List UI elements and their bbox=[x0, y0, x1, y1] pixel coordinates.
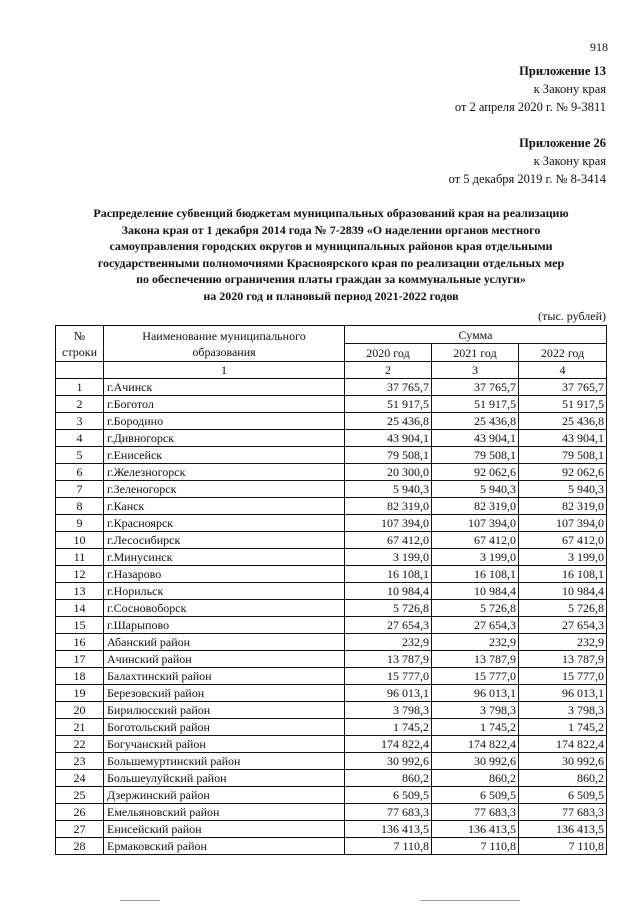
amount-2020-cell: 43 904,1 bbox=[345, 430, 432, 447]
municipality-name-cell: Березовский район bbox=[104, 685, 345, 702]
municipality-name-cell: Енисейский район bbox=[104, 821, 345, 838]
amount-2020-cell: 5 726,8 bbox=[345, 600, 432, 617]
appendix-13-line1: к Закону края bbox=[533, 82, 606, 96]
municipality-name-cell: Абанский район bbox=[104, 634, 345, 651]
row-number-cell: 3 bbox=[56, 413, 104, 430]
row-number-cell: 18 bbox=[56, 668, 104, 685]
amount-2022-cell: 136 413,5 bbox=[519, 821, 607, 838]
amount-2021-cell: 92 062,6 bbox=[432, 464, 519, 481]
amount-2021-cell: 860,2 bbox=[432, 770, 519, 787]
table-row bbox=[56, 532, 607, 549]
municipality-name-cell: Большемуртинский район bbox=[104, 753, 345, 770]
amount-2022-cell: 79 508,1 bbox=[519, 447, 607, 464]
municipality-name-cell: г.Дивногорск bbox=[104, 430, 345, 447]
amount-2020-cell: 13 787,9 bbox=[345, 651, 432, 668]
index-cell bbox=[56, 362, 104, 379]
municipality-name-cell: г.Боготол bbox=[104, 396, 345, 413]
amount-2021-cell: 43 904,1 bbox=[432, 430, 519, 447]
table-row bbox=[56, 719, 607, 736]
document-title bbox=[56, 205, 606, 304]
title-line: по обеспечению ограничения платы граждан за коммунальные услуги» bbox=[136, 272, 526, 286]
col-number-header bbox=[56, 326, 104, 362]
amount-2020-cell: 15 777,0 bbox=[345, 668, 432, 685]
amount-2020-cell: 77 683,3 bbox=[345, 804, 432, 821]
amount-2021-cell: 30 992,6 bbox=[432, 753, 519, 770]
amount-2021-cell: 107 394,0 bbox=[432, 515, 519, 532]
col-number-header-line1: № bbox=[73, 328, 86, 343]
amount-2021-cell: 3 798,3 bbox=[432, 702, 519, 719]
row-number-cell: 21 bbox=[56, 719, 104, 736]
title-line: государственными полномочиями Красноярского края по реализации отдельных мер bbox=[97, 255, 565, 270]
year-2022-header: 2022 год bbox=[519, 344, 607, 362]
title-line: на 2020 год и плановый период 2021-2022 годов bbox=[203, 288, 459, 303]
index-cell: 2 bbox=[345, 362, 432, 379]
amount-2020-cell: 6 509,5 bbox=[345, 787, 432, 804]
row-number-cell: 11 bbox=[56, 549, 104, 566]
table-row bbox=[56, 634, 607, 651]
row-number-cell: 10 bbox=[56, 532, 104, 549]
row-number-cell: 17 bbox=[56, 651, 104, 668]
municipality-name-cell: г.Железногорск bbox=[104, 464, 345, 481]
row-number-cell: 12 bbox=[56, 566, 104, 583]
amount-2022-cell: 13 787,9 bbox=[519, 651, 607, 668]
amount-2020-cell: 1 745,2 bbox=[345, 719, 432, 736]
municipality-name-cell: г.Шарыпово bbox=[104, 617, 345, 634]
municipality-name-cell: г.Бородино bbox=[104, 413, 345, 430]
row-number-cell: 14 bbox=[56, 600, 104, 617]
amount-2020-cell: 3 798,3 bbox=[345, 702, 432, 719]
amount-2022-cell: 67 412,0 bbox=[519, 532, 607, 549]
municipality-name-cell: г.Норильск bbox=[104, 583, 345, 600]
municipality-name-cell: г.Назарово bbox=[104, 566, 345, 583]
row-number-cell: 24 bbox=[56, 770, 104, 787]
table-row bbox=[56, 770, 607, 787]
amount-2021-cell: 13 787,9 bbox=[432, 651, 519, 668]
amount-2022-cell: 860,2 bbox=[519, 770, 607, 787]
row-number-cell: 5 bbox=[56, 447, 104, 464]
amount-2022-cell: 37 765,7 bbox=[519, 379, 607, 396]
table-row bbox=[56, 753, 607, 770]
title-line: самоуправления городских округов и муниципальных районов края отдельными bbox=[109, 239, 553, 253]
amount-2020-cell: 25 436,8 bbox=[345, 413, 432, 430]
amount-2020-cell: 136 413,5 bbox=[345, 821, 432, 838]
amount-2021-cell: 25 436,8 bbox=[432, 413, 519, 430]
amount-2021-cell: 67 412,0 bbox=[432, 532, 519, 549]
row-number-cell: 6 bbox=[56, 464, 104, 481]
table-row bbox=[56, 464, 607, 481]
table-row bbox=[56, 413, 607, 430]
amount-2022-cell: 77 683,3 bbox=[519, 804, 607, 821]
amount-2021-cell: 6 509,5 bbox=[432, 787, 519, 804]
row-number-cell: 8 bbox=[56, 498, 104, 515]
table-row bbox=[56, 702, 607, 719]
amount-2021-cell: 79 508,1 bbox=[432, 447, 519, 464]
municipality-name-cell: г.Зеленогорск bbox=[104, 481, 345, 498]
amount-2022-cell: 27 654,3 bbox=[519, 617, 607, 634]
table-row bbox=[56, 549, 607, 566]
amount-2021-cell: 10 984,4 bbox=[432, 583, 519, 600]
amount-2021-cell: 136 413,5 bbox=[432, 821, 519, 838]
municipality-name-cell: г.Лесосибирск bbox=[104, 532, 345, 549]
amount-2020-cell: 10 984,4 bbox=[345, 583, 432, 600]
row-number-cell: 28 bbox=[56, 838, 104, 855]
row-number-cell: 26 bbox=[56, 804, 104, 821]
municipality-name-cell: Балахтинский район bbox=[104, 668, 345, 685]
row-number-cell: 15 bbox=[56, 617, 104, 634]
amount-2021-cell: 77 683,3 bbox=[432, 804, 519, 821]
amount-2022-cell: 174 822,4 bbox=[519, 736, 607, 753]
amount-2022-cell: 232,9 bbox=[519, 634, 607, 651]
table-body bbox=[56, 379, 607, 855]
amount-2022-cell: 16 108,1 bbox=[519, 566, 607, 583]
municipality-name-cell: г.Красноярск bbox=[104, 515, 345, 532]
amount-2022-cell: 92 062,6 bbox=[519, 464, 607, 481]
municipality-name-cell: г.Канск bbox=[104, 498, 345, 515]
page-number: 918 bbox=[590, 40, 608, 54]
amount-2022-cell: 5 940,3 bbox=[519, 481, 607, 498]
amount-2022-cell: 3 798,3 bbox=[519, 702, 607, 719]
municipality-name-cell: г.Енисейск bbox=[104, 447, 345, 464]
row-number-cell: 2 bbox=[56, 396, 104, 413]
amount-2020-cell: 30 992,6 bbox=[345, 753, 432, 770]
amount-2020-cell: 82 319,0 bbox=[345, 498, 432, 515]
table-row bbox=[56, 685, 607, 702]
amount-2021-cell: 7 110,8 bbox=[432, 838, 519, 855]
amount-2022-cell: 6 509,5 bbox=[519, 787, 607, 804]
amount-2021-cell: 1 745,2 bbox=[432, 719, 519, 736]
appendix-26-heading: Приложение 26 bbox=[519, 136, 606, 150]
amount-2022-cell: 96 013,1 bbox=[519, 685, 607, 702]
amount-2022-cell: 82 319,0 bbox=[519, 498, 607, 515]
footer-divider bbox=[120, 900, 160, 901]
amount-2020-cell: 860,2 bbox=[345, 770, 432, 787]
municipality-name-cell: Ермаковский район bbox=[104, 838, 345, 855]
table-row bbox=[56, 838, 607, 855]
amount-2021-cell: 16 108,1 bbox=[432, 566, 519, 583]
row-number-cell: 27 bbox=[56, 821, 104, 838]
table-row bbox=[56, 651, 607, 668]
amount-2020-cell: 79 508,1 bbox=[345, 447, 432, 464]
row-number-cell: 20 bbox=[56, 702, 104, 719]
index-cell: 4 bbox=[519, 362, 607, 379]
amount-2022-cell: 25 436,8 bbox=[519, 413, 607, 430]
amount-2020-cell: 20 300,0 bbox=[345, 464, 432, 481]
appendix-26-block bbox=[449, 134, 606, 188]
table-row bbox=[56, 804, 607, 821]
index-cell: 1 bbox=[104, 362, 345, 379]
amount-2020-cell: 3 199,0 bbox=[345, 549, 432, 566]
amount-2021-cell: 5 726,8 bbox=[432, 600, 519, 617]
table-row bbox=[56, 668, 607, 685]
index-cell: 3 bbox=[432, 362, 519, 379]
municipality-name-cell: Дзержинский район bbox=[104, 787, 345, 804]
table-row bbox=[56, 787, 607, 804]
municipality-name-cell: Боготольский район bbox=[104, 719, 345, 736]
table-row bbox=[56, 379, 607, 396]
table-row bbox=[56, 736, 607, 753]
table-row bbox=[56, 498, 607, 515]
col-name-header bbox=[104, 326, 345, 362]
amount-2022-cell: 43 904,1 bbox=[519, 430, 607, 447]
amount-2022-cell: 3 199,0 bbox=[519, 549, 607, 566]
appendix-13-block bbox=[455, 62, 606, 116]
title-line: Распределение субвенций бюджетам муниципальных образований края на реализацию bbox=[93, 206, 569, 220]
amount-2020-cell: 174 822,4 bbox=[345, 736, 432, 753]
amount-2020-cell: 67 412,0 bbox=[345, 532, 432, 549]
appendix-26-line2: от 5 декабря 2019 г. № 8-3414 bbox=[448, 172, 606, 186]
row-number-cell: 23 bbox=[56, 753, 104, 770]
units-label: (тыс. рублей) bbox=[538, 309, 606, 323]
amount-2020-cell: 7 110,8 bbox=[345, 838, 432, 855]
col-number-header-line2: строки bbox=[62, 344, 97, 359]
row-number-cell: 1 bbox=[56, 379, 104, 396]
amount-2022-cell: 1 745,2 bbox=[519, 719, 607, 736]
amount-2020-cell: 16 108,1 bbox=[345, 566, 432, 583]
appendix-26-line1: к Закону края bbox=[533, 154, 606, 168]
row-number-cell: 25 bbox=[56, 787, 104, 804]
municipality-name-cell: г.Сосновоборск bbox=[104, 600, 345, 617]
amount-2021-cell: 174 822,4 bbox=[432, 736, 519, 753]
footer-divider bbox=[420, 900, 520, 901]
municipality-name-cell: Бирилюсский район bbox=[104, 702, 345, 719]
amount-2021-cell: 51 917,5 bbox=[432, 396, 519, 413]
amount-2020-cell: 27 654,3 bbox=[345, 617, 432, 634]
municipality-name-cell: Ачинский район bbox=[104, 651, 345, 668]
municipality-name-cell: г.Ачинск bbox=[104, 379, 345, 396]
amount-2022-cell: 107 394,0 bbox=[519, 515, 607, 532]
table-row bbox=[56, 515, 607, 532]
amount-2021-cell: 15 777,0 bbox=[432, 668, 519, 685]
amount-2021-cell: 37 765,7 bbox=[432, 379, 519, 396]
amount-2020-cell: 5 940,3 bbox=[345, 481, 432, 498]
municipality-name-cell: г.Минусинск bbox=[104, 549, 345, 566]
amount-2022-cell: 15 777,0 bbox=[519, 668, 607, 685]
header-row-1 bbox=[56, 326, 607, 344]
table-row bbox=[56, 600, 607, 617]
row-number-cell: 22 bbox=[56, 736, 104, 753]
amount-2021-cell: 3 199,0 bbox=[432, 549, 519, 566]
title-line: Закона края от 1 декабря 2014 года № 7-2839 «О наделении органов местного bbox=[121, 222, 541, 237]
municipality-name-cell: Большеулуйский район bbox=[104, 770, 345, 787]
year-2020-header: 2020 год bbox=[345, 344, 432, 362]
table-row bbox=[56, 396, 607, 413]
municipality-name-cell: Емельяновский район bbox=[104, 804, 345, 821]
year-2021-header: 2021 год bbox=[432, 344, 519, 362]
row-number-cell: 16 bbox=[56, 634, 104, 651]
row-number-cell: 9 bbox=[56, 515, 104, 532]
amount-2021-cell: 96 013,1 bbox=[432, 685, 519, 702]
amount-2020-cell: 107 394,0 bbox=[345, 515, 432, 532]
amount-2021-cell: 5 940,3 bbox=[432, 481, 519, 498]
table-row bbox=[56, 617, 607, 634]
table-row bbox=[56, 447, 607, 464]
amount-2020-cell: 51 917,5 bbox=[345, 396, 432, 413]
amount-2022-cell: 30 992,6 bbox=[519, 753, 607, 770]
amount-2022-cell: 7 110,8 bbox=[519, 838, 607, 855]
table-row bbox=[56, 821, 607, 838]
amount-2021-cell: 82 319,0 bbox=[432, 498, 519, 515]
row-number-cell: 7 bbox=[56, 481, 104, 498]
index-row bbox=[56, 362, 607, 379]
amount-2020-cell: 37 765,7 bbox=[345, 379, 432, 396]
table-row bbox=[56, 566, 607, 583]
table-row bbox=[56, 481, 607, 498]
amount-2020-cell: 232,9 bbox=[345, 634, 432, 651]
appendix-13-heading: Приложение 13 bbox=[519, 64, 606, 78]
amount-2021-cell: 232,9 bbox=[432, 634, 519, 651]
row-number-cell: 13 bbox=[56, 583, 104, 600]
appendix-13-line2: от 2 апреля 2020 г. № 9-3811 bbox=[454, 100, 606, 114]
row-number-cell: 19 bbox=[56, 685, 104, 702]
municipality-name-cell: Богучанский район bbox=[104, 736, 345, 753]
table-row bbox=[56, 430, 607, 447]
subvention-table bbox=[55, 325, 607, 855]
amount-2022-cell: 5 726,8 bbox=[519, 600, 607, 617]
amount-2022-cell: 51 917,5 bbox=[519, 396, 607, 413]
col-sum-header: Сумма bbox=[345, 326, 607, 344]
table-row bbox=[56, 583, 607, 600]
row-number-cell: 4 bbox=[56, 430, 104, 447]
amount-2020-cell: 96 013,1 bbox=[345, 685, 432, 702]
amount-2022-cell: 10 984,4 bbox=[519, 583, 607, 600]
col-name-header-line2: образования bbox=[192, 344, 256, 359]
col-name-header-line1: Наименование муниципального bbox=[142, 328, 306, 343]
amount-2021-cell: 27 654,3 bbox=[432, 617, 519, 634]
